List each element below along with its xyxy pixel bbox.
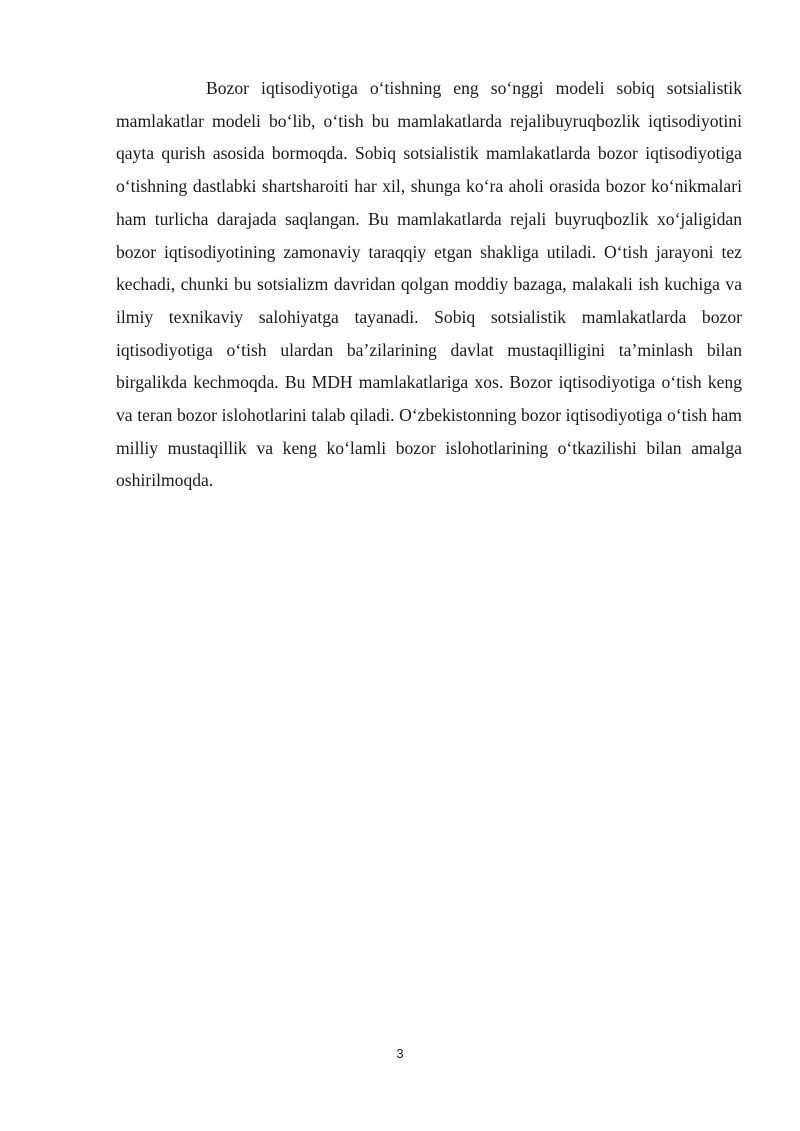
- body-paragraph: Bozor iqtisodiyotiga o‘tishning eng so‘nggi modeli sobiq sotsialistik mamlakatlar modeli bo‘lib, o‘tish bu mamlakatlarda rejalibuyruqbozlik iqtisodiyotini qayta qurish asosida bormoqda. Sobiq sotsialistik mamlakatlarda bozor iqtisodiyotiga o‘tishning dastlabki shartsharoiti har xil, shunga ko‘ra aholi orasida bozor ko‘nikmalari ham turlicha darajada saqlangan. Bu mamlakatlarda rejali buyruqbozlik xo‘jaligidan bozor iqtisodiyotining zamonaviy taraqqiy etgan shakliga utiladi. O‘tish jarayoni tez kechadi, chunki bu sotsializm davridan qolgan moddiy bazaga, malakali ish kuchiga va ilmiy texnikaviy salohiyatga tayanadi. Sobiq sotsialistik mamlakatlarda bozor iqtisodiyotiga o‘tish ulardan ba’zilarining davlat mustaqilligini ta’minlash bilan birgalikda kechmoqda. Bu MDH mamlakatlariga xos. Bozor iqtisodiyotiga o‘tish keng va teran bozor islohotlarini talab qiladi. O‘zbekistonning bozor iqtisodiyotiga o‘tish ham milliy mustaqillik va keng ko‘lamli bozor islohotlarining o‘tkazilishi bilan amalga oshirilmoqda.: [116, 78, 742, 491]
- page-number: 3: [396, 1046, 404, 1061]
